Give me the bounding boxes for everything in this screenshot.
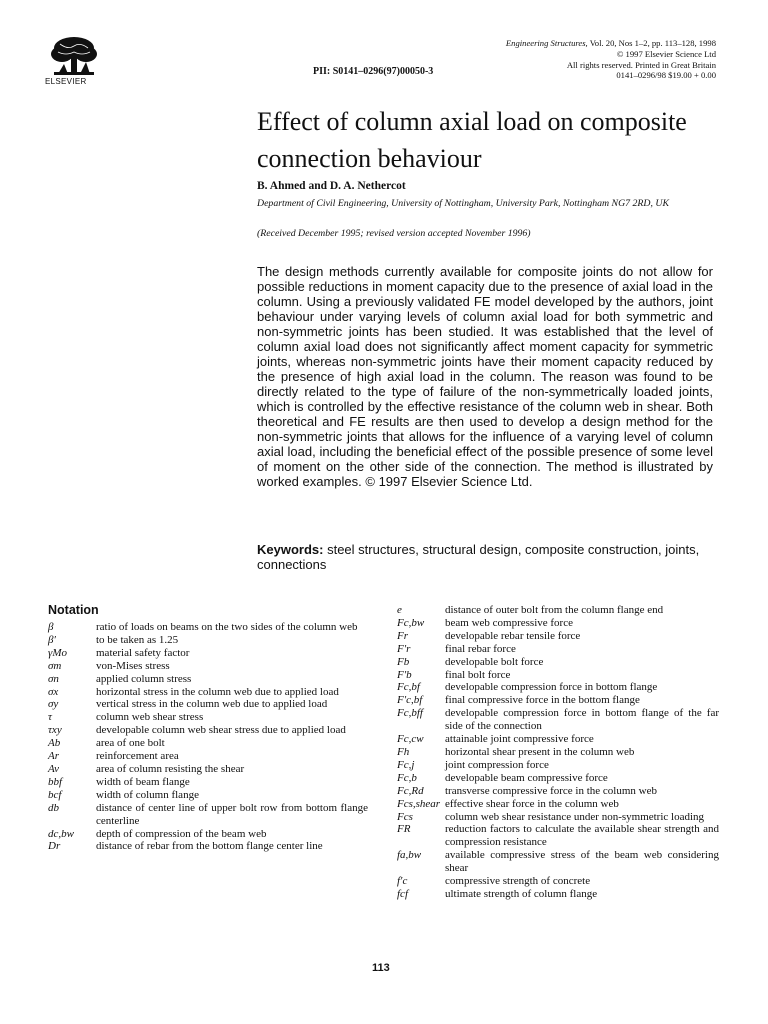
notation-definition: width of column flange <box>96 788 199 801</box>
notation-symbol: e <box>397 604 402 616</box>
keywords <box>257 542 713 572</box>
notation-heading: Notation <box>48 603 99 617</box>
notation-symbol: σn <box>48 672 59 685</box>
notation-definition: developable beam compressive force <box>445 771 608 784</box>
notation-entry <box>48 737 368 750</box>
notation-definition: to be taken as 1.25 <box>96 633 179 646</box>
journal-citation <box>506 38 716 81</box>
abstract: The design methods currently available for composite joints do not allow for possible reductions in moment capacity due to the presence of axial load in the column. Using a previously validated FE model developed by the authors, joint behaviour under varying levels of column axial load for both symmetric and non-symmetric joints has been studied. It was established that the level of column axial load does not significantly affect moment capacity for symmetric joints, whereas non-symmetric joints have their moment capacity reduced by the presence of high axial load in the column. The reason was found to be directly related to the type of failure of the non-symmetrically loaded joints, which is controlled by the effective resistance of the column web in shear. Both theoretical and FE results are then used to develop a design method for the non-symmetric joints that allows for the influence of a varying level of column axial load, including the beneficial effect of the possible presence of some level of moment on the other side of the connection. The method is illustrated by worked examples. © 1997 Elsevier Science Ltd. <box>257 264 713 489</box>
notation-definition: reduction factors to calculate the available shear strength and compression resistance <box>445 823 719 849</box>
notation-definition: effective shear force in the column web <box>445 797 619 810</box>
keywords-label: Keywords: <box>257 542 324 557</box>
notation-entry <box>397 849 719 875</box>
notation-symbol: β′ <box>48 633 56 646</box>
notation-entry <box>48 724 368 737</box>
notation-symbol: γMo <box>48 646 67 659</box>
page-number: 113 <box>372 962 390 974</box>
notation-entry <box>397 617 719 630</box>
notation-entry <box>397 746 719 759</box>
pii-identifier: PII: S0141–0296(97)00050-3 <box>313 66 434 77</box>
notation-entry <box>48 763 368 776</box>
notation-entry <box>397 823 719 849</box>
notation-entry <box>397 656 719 669</box>
notation-entry <box>397 798 719 811</box>
notation-symbol: Fc,b <box>397 771 417 784</box>
notation-definition: area of column resisting the shear <box>96 762 245 775</box>
keywords-list: steel structures, structural design, composite construction, joints, connections <box>257 542 700 572</box>
notation-definition: developable bolt force <box>445 655 544 668</box>
notation-definition: transverse compressive force in the column web <box>445 784 657 797</box>
notation-symbol: σy <box>48 698 59 711</box>
notation-symbol: Fcs <box>397 810 413 823</box>
received-dates: (Received December 1995; revised version accepted November 1996) <box>257 228 531 239</box>
rights-line: All rights reserved. Printed in Great Britain <box>566 59 716 70</box>
notation-definition: reinforcement area <box>96 750 179 763</box>
notation-entry <box>397 785 719 798</box>
notation-definition: distance of center line of upper bolt row from bottom flange centerline <box>96 801 368 827</box>
notation-symbol: Fc,cw <box>397 733 424 746</box>
notation-definition: vertical stress in the column web due to applied load <box>96 698 328 711</box>
notation-definition: area of one bolt <box>96 737 165 750</box>
notation-symbol: σm <box>48 659 62 672</box>
notation-symbol: Fc,bw <box>397 616 425 629</box>
notation-symbol: τxy <box>48 724 62 737</box>
notation-entry <box>48 802 368 828</box>
notation-entry <box>48 686 368 699</box>
copyright-line: © 1997 Elsevier Science Ltd <box>616 48 716 59</box>
journal-name: Engineering Structures, <box>505 38 588 48</box>
article-title: Effect of column axial load on composite connection behaviour <box>257 107 687 173</box>
notation-symbol: FR <box>397 823 411 836</box>
notation-definition: beam web compressive force <box>445 616 573 629</box>
notation-entry <box>397 643 719 656</box>
notation-definition: available compressive stress of the beam web considering shear <box>445 849 719 875</box>
notation-symbol: Ab <box>48 737 61 750</box>
notation-symbol: F′b <box>397 668 412 681</box>
notation-entry <box>397 733 719 746</box>
notation-definition: compressive strength of concrete <box>445 875 591 888</box>
notation-entry <box>397 759 719 772</box>
notation-entry <box>48 789 368 802</box>
notation-definition: column web shear stress <box>96 711 204 724</box>
notation-symbol: dc,bw <box>48 827 74 840</box>
notation-symbol: Ar <box>48 750 59 763</box>
notation-symbol: Dr <box>48 840 61 853</box>
notation-entry <box>397 669 719 682</box>
notation-entry <box>48 698 368 711</box>
notation-symbol: F′r <box>397 642 411 655</box>
issn-line: 0141–0296/98 $19.00 + 0.00 <box>616 70 716 81</box>
publisher-logo-text: ELSEVIER <box>45 77 87 86</box>
notation-symbol: Fr <box>397 629 408 642</box>
notation-symbol: Av <box>48 762 59 775</box>
notation-definition: distance of rebar from the bottom flange center line <box>96 840 323 853</box>
notation-definition: ratio of loads on beams on the two sides of the column web <box>96 621 358 633</box>
notation-symbol: bbf <box>48 775 63 788</box>
notation-definition: joint compression force <box>445 758 549 771</box>
notation-symbol: Fc,j <box>397 758 415 771</box>
notation-symbol: fa,bw <box>397 849 422 862</box>
notation-definition: width of beam flange <box>96 775 190 788</box>
article-authors: B. Ahmed and D. A. Nethercot <box>257 180 406 192</box>
notation-entry <box>397 681 719 694</box>
notation-definition: horizontal stress in the column web due to applied load <box>96 685 339 698</box>
notation-entry <box>48 621 368 634</box>
notation-list-right <box>397 604 719 901</box>
notation-symbol: db <box>48 801 59 814</box>
notation-symbol: bcf <box>48 788 62 801</box>
notation-definition: developable rebar tensile force <box>445 629 581 642</box>
notation-definition: applied column stress <box>96 672 192 685</box>
notation-symbol: Fb <box>397 655 410 668</box>
notation-definition: final rebar force <box>445 642 516 655</box>
notation-definition: final compressive force in the bottom flange <box>445 694 640 707</box>
notation-entry <box>48 828 368 841</box>
notation-entry <box>48 840 368 853</box>
notation-entry <box>397 772 719 785</box>
notation-definition: von-Mises stress <box>96 659 170 672</box>
notation-definition: distance of outer bolt from the column flange end <box>445 604 664 616</box>
journal-volume-line <box>506 38 716 49</box>
notation-entry <box>48 711 368 724</box>
notation-symbol: Fcs,shear <box>397 797 441 810</box>
notation-symbol: f′c <box>397 875 408 888</box>
notation-symbol: Fc,bff <box>397 707 423 720</box>
notation-entry <box>48 647 368 660</box>
notation-list-left <box>48 621 368 853</box>
notation-symbol: Fc,Rd <box>397 784 424 797</box>
notation-symbol: Fh <box>397 745 410 758</box>
notation-definition: depth of compression of the beam web <box>96 827 267 840</box>
notation-symbol: τ <box>48 711 52 724</box>
notation-entry <box>397 707 719 733</box>
notation-definition: final bolt force <box>445 668 511 681</box>
notation-entry <box>48 750 368 763</box>
notation-entry <box>48 634 368 647</box>
notation-symbol: σx <box>48 685 59 698</box>
notation-entry <box>397 811 719 824</box>
notation-entry <box>397 630 719 643</box>
notation-definition: developable column web shear stress due to applied load <box>96 724 346 737</box>
notation-definition: developable compression force in bottom flange <box>445 681 658 694</box>
notation-definition: ultimate strength of column flange <box>445 887 598 900</box>
notation-definition: developable compression force in bottom flange of the far side of the connection <box>445 707 719 733</box>
notation-entry <box>397 604 719 617</box>
notation-entry <box>397 875 719 888</box>
notation-entry <box>397 888 719 901</box>
notation-definition: material safety factor <box>96 646 190 659</box>
journal-volume: Vol. 20, Nos 1–2, pp. 113–128, 1998 <box>587 38 716 48</box>
notation-entry <box>397 694 719 707</box>
notation-symbol: β <box>48 621 54 633</box>
notation-definition: horizontal shear present in the column web <box>445 745 635 758</box>
notation-symbol: fcf <box>397 887 408 900</box>
notation-entry <box>48 673 368 686</box>
notation-entry <box>48 776 368 789</box>
author-affiliation: Department of Civil Engineering, University of Nottingham, University Park, Nottingham NG7 2RD, UK <box>257 198 669 209</box>
notation-definition: column web shear resistance under non-symmetric loading <box>445 810 705 823</box>
notation-symbol: Fc,bf <box>397 681 420 694</box>
notation-symbol: F′c,bf <box>397 694 423 707</box>
notation-entry <box>48 660 368 673</box>
notation-definition: attainable joint compressive force <box>445 733 594 746</box>
